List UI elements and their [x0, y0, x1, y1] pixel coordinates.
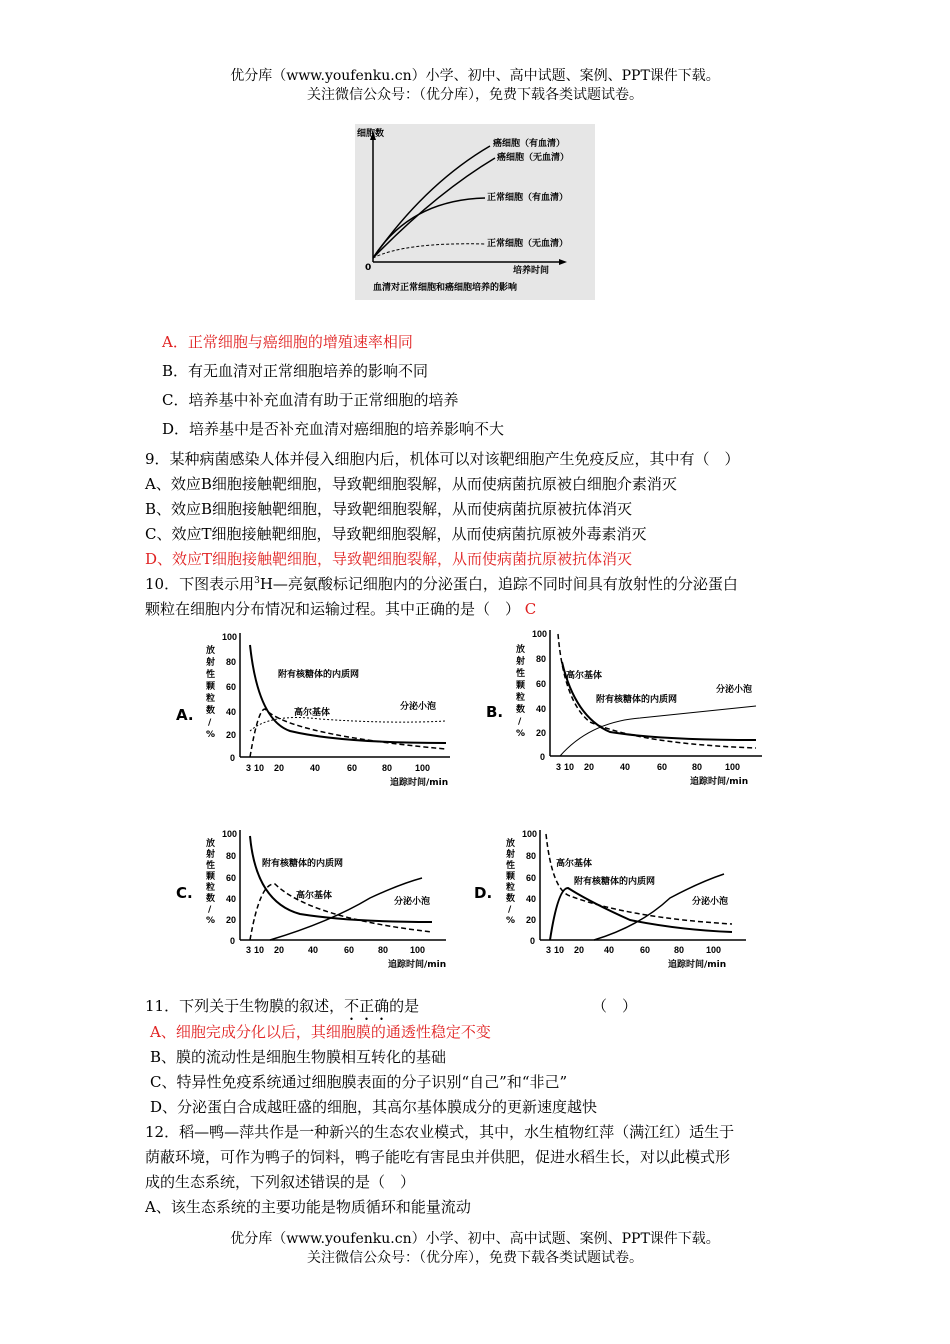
ytick: 20 [536, 728, 547, 738]
ylabel-char: 数 [506, 894, 516, 904]
q10-stem-prefix: 10．下图表示用 [145, 575, 255, 593]
q12-line-1: 12．稻—鸭—萍共作是一种新兴的生态农业模式，其中，水生植物红萍（满江红）适生于 [145, 1123, 735, 1141]
ylabel-char: / [208, 905, 212, 915]
figure-background [355, 124, 595, 300]
panel-a-er-curve [250, 645, 446, 743]
ytick: 80 [226, 851, 237, 861]
panel-c-er-curve [250, 836, 432, 922]
panel-a-y-label [205, 644, 216, 740]
ytick: 20 [226, 730, 237, 740]
q10-stem-line-1 [145, 573, 738, 594]
ytick: 40 [226, 707, 237, 717]
panel-c-golgi-label: 高尔基体 [296, 891, 333, 901]
ylabel-char: 颗 [516, 681, 526, 691]
q8-option-d: D．培养基中是否补充血清对癌细胞的培养影响不大 [162, 420, 505, 438]
panel-c-x-ticks [246, 945, 425, 955]
chart-panel-d [470, 822, 760, 972]
panel-c-er-label: 附有核糖体的内质网 [262, 859, 344, 869]
ytick: 100 [532, 629, 548, 639]
panel-d-y-label [505, 837, 516, 926]
panel-b-letter: B. [486, 703, 504, 721]
ylabel-char: 粒 [516, 693, 526, 703]
ylabel-char: 颗 [506, 872, 516, 882]
ytick: 0 [540, 752, 546, 762]
q11-stem-prefix: 11．下列关于生物膜的叙述， [145, 997, 345, 1015]
q8-option-b: B．有无血清对正常细胞培养的影响不同 [162, 362, 429, 380]
panel-b-golgi-label: 高尔基体 [566, 671, 603, 681]
ytick: 80 [536, 654, 547, 664]
y-axis-label: 细胞数 [357, 129, 385, 139]
q12-line-2: 荫蔽环境，可作为鸭子的饲料，鸭子能吃有害昆虫并供肥，促进水稻生长，对以此模式形 [145, 1148, 731, 1166]
xtick: 80 [692, 762, 703, 772]
ylabel-char: 性 [206, 670, 216, 680]
curve-label-cancer-serum: 癌细胞（有血清） [493, 139, 566, 149]
xtick: 3 [246, 763, 252, 773]
ylabel-char: / [508, 905, 512, 915]
xtick: 60 [344, 945, 355, 955]
panel-b-vesicle-curve [560, 706, 756, 756]
ylabel-char: 数 [516, 705, 526, 715]
panel-b-er-label: 附有核糖体的内质网 [596, 695, 678, 705]
ylabel-char: 射 [206, 658, 216, 668]
panel-b-y-label [515, 643, 526, 739]
xtick: 60 [640, 945, 651, 955]
xtick: 80 [378, 945, 389, 955]
q11-option-d: D、分泌蛋白合成越旺盛的细胞，其高尔基体膜成分的更新速度越快 [150, 1098, 598, 1116]
curve-label-normal-serum: 正常细胞（有血清） [487, 193, 569, 203]
ylabel-char: 射 [506, 850, 516, 860]
panel-a-golgi-curve [250, 709, 446, 757]
ytick: 80 [526, 851, 537, 861]
panel-c-vesicle-label: 分泌小泡 [394, 897, 431, 907]
ytick: 60 [536, 679, 547, 689]
q9-option-b: B、效应B细胞接触靶细胞，导致靶细胞裂解，从而使病菌抗原被抗体消灭 [145, 500, 633, 518]
q11-paren: （ ） [592, 997, 638, 1015]
q9-option-a: A、效应B细胞接触靶细胞，导致靶细胞裂解，从而使病菌抗原被白细胞介素消灭 [145, 475, 677, 493]
q9-stem: 9．某种病菌感染人体并侵入细胞内后，机体可以对该靶细胞产生免疫反应，其中有（ ） [145, 450, 740, 468]
xtick: 20 [274, 763, 285, 773]
panel-a-letter: A. [176, 706, 194, 724]
xtick: 80 [382, 763, 393, 773]
panel-c-y-label [205, 837, 216, 926]
page-header-line-2: 关注微信公众号：（优分库），免费下载各类试题试卷。 [307, 87, 643, 103]
ytick: 0 [230, 753, 236, 763]
ylabel-char: 性 [516, 669, 526, 679]
ylabel-char: 数 [206, 706, 216, 716]
chart-panel-b [480, 622, 770, 790]
q10-answer: C [524, 600, 537, 618]
serum-effect-figure [355, 124, 595, 300]
ylabel-char: % [206, 730, 216, 740]
ylabel-char: 颗 [206, 682, 216, 692]
xtick: 3 [556, 762, 562, 772]
ytick: 80 [226, 657, 237, 667]
xtick: 3 [546, 945, 552, 955]
chart-panel-a [170, 625, 460, 790]
xtick: 20 [274, 945, 285, 955]
q9-option-d: D、效应T细胞接触靶细胞，导致靶细胞裂解，从而使病菌抗原被抗体消灭 [145, 550, 633, 568]
page-header-line-1: 优分库（www.youfenku.cn）小学、初中、高中试题、案例、PPT课件下载。 [230, 68, 720, 84]
ytick: 60 [226, 873, 237, 883]
panel-b-x-ticks [556, 762, 740, 772]
ylabel-char: 颗 [206, 872, 216, 882]
q11-stem-suffix: 的是 [389, 997, 420, 1015]
ylabel-char: 放 [516, 645, 526, 655]
ytick: 20 [226, 915, 237, 925]
xtick: 10 [554, 945, 565, 955]
q10-stem-suffix: H—亮氨酸标记细胞内的分泌蛋白，追踪不同时间具有放射性的分泌蛋白 [259, 575, 738, 593]
ylabel-char: 放 [206, 646, 216, 656]
x-axis-label: 培养时间 [513, 266, 550, 276]
xtick: 10 [254, 763, 265, 773]
ytick: 40 [536, 704, 547, 714]
q10-stem-line-2 [145, 598, 536, 619]
xtick: 100 [706, 945, 722, 955]
q10-superscript: 3 [254, 576, 260, 586]
q9-option-c: C、效应T细胞接触靶细胞，导致靶细胞裂解，从而使病菌抗原被外毒素消灭 [145, 525, 647, 543]
q11-option-c: C、特异性免疫系统通过细胞膜表面的分子识别“自己”和“非己” [150, 1073, 568, 1091]
origin-label: 0 [365, 263, 372, 273]
page-footer-line-2: 关注微信公众号：（优分库），免费下载各类试题试卷。 [307, 1250, 643, 1266]
panel-a-x-label: 追踪时间/min [390, 778, 449, 788]
xtick: 20 [574, 945, 585, 955]
panel-d-golgi-label: 高尔基体 [556, 859, 593, 869]
panel-a-er-label: 附有核糖体的内质网 [278, 670, 360, 680]
xtick: 40 [604, 945, 615, 955]
curve-label-cancer-no-serum: 癌细胞（无血清） [497, 153, 570, 163]
page-footer-line-1: 优分库（www.youfenku.cn）小学、初中、高中试题、案例、PPT课件下载。 [230, 1231, 720, 1247]
q11-option-a: A、细胞完成分化以后，其细胞膜的通透性稳定不变 [150, 1023, 491, 1041]
panel-d-vesicle-label: 分泌小泡 [692, 897, 729, 907]
q10-stem-text: 颗粒在细胞内分布情况和运输过程。其中正确的是（ ） [145, 600, 521, 618]
panel-d-letter: D. [474, 884, 493, 902]
q12-line-3: 成的生态系统，下列叙述错误的是（ ） [145, 1173, 416, 1191]
xtick: 60 [347, 763, 358, 773]
xtick: 60 [657, 762, 668, 772]
panel-c-y-ticks [222, 829, 237, 946]
xtick: 10 [564, 762, 575, 772]
ytick: 100 [222, 829, 238, 839]
ylabel-char: 粒 [206, 883, 216, 893]
ylabel-char: 放 [206, 839, 216, 849]
ytick: 0 [230, 936, 236, 946]
ylabel-char: 射 [206, 850, 216, 860]
xtick: 10 [254, 945, 265, 955]
ytick: 100 [222, 632, 238, 642]
ylabel-char: % [206, 916, 216, 926]
curve-label-normal-no-serum: 正常细胞（无血清） [487, 239, 569, 249]
xtick: 40 [308, 945, 319, 955]
panel-d-y-ticks [522, 829, 537, 946]
ylabel-char: / [208, 718, 212, 728]
panel-a-vesicle-label: 分泌小泡 [400, 702, 437, 712]
panel-c-golgi-curve [250, 884, 432, 940]
ytick: 60 [526, 873, 537, 883]
xtick: 40 [620, 762, 631, 772]
ytick: 100 [522, 829, 538, 839]
q8-option-a: A．正常细胞与癌细胞的增殖速率相同 [162, 333, 413, 351]
q11-stem [145, 995, 419, 1024]
ytick: 0 [530, 936, 536, 946]
ytick: 60 [226, 682, 237, 692]
panel-d-x-label: 追踪时间/min [668, 960, 727, 970]
q11-option-b: B、膜的流动性是细胞生物膜相互转化的基础 [150, 1048, 447, 1066]
xtick: 100 [725, 762, 741, 772]
xtick: 20 [584, 762, 595, 772]
ylabel-char: 粒 [206, 694, 216, 704]
figure-caption: 血清对正常细胞和癌细胞培养的影响 [373, 283, 518, 293]
xtick: 100 [415, 763, 431, 773]
panel-d-er-curve [550, 888, 732, 940]
panel-d-er-label: 附有核糖体的内质网 [574, 877, 656, 887]
ylabel-char: / [518, 717, 522, 727]
q8-option-c: C．培养基中补充血清有助于正常细胞的培养 [162, 391, 459, 409]
ytick: 40 [226, 894, 237, 904]
panel-a-y-ticks [222, 632, 237, 763]
panel-c-letter: C. [176, 884, 193, 902]
panel-d-x-ticks [546, 945, 721, 955]
ylabel-char: 数 [206, 894, 216, 904]
panel-c-vesicle-curve [270, 878, 422, 940]
ytick: 40 [526, 894, 537, 904]
xtick: 80 [674, 945, 685, 955]
q11-emphasis: 不正确 [344, 997, 390, 1015]
ylabel-char: 粒 [506, 883, 516, 893]
xtick: 3 [246, 945, 252, 955]
panel-b-y-ticks [532, 629, 547, 762]
ylabel-char: % [516, 729, 526, 739]
panel-b-x-label: 追踪时间/min [690, 777, 749, 787]
panel-a-x-ticks [246, 763, 430, 773]
panel-c-x-label: 追踪时间/min [388, 960, 447, 970]
ytick: 20 [526, 915, 537, 925]
ylabel-char: 放 [506, 839, 516, 849]
xtick: 40 [310, 763, 321, 773]
chart-panel-c [170, 822, 460, 972]
ylabel-char: 性 [206, 861, 216, 871]
ylabel-char: % [506, 916, 516, 926]
panel-b-vesicle-label: 分泌小泡 [716, 685, 753, 695]
panel-a-golgi-label: 高尔基体 [294, 708, 331, 718]
ylabel-char: 射 [516, 657, 526, 667]
ylabel-char: 性 [506, 861, 516, 871]
q12-option-a: A、该生态系统的主要功能是物质循环和能量流动 [145, 1198, 471, 1216]
xtick: 100 [410, 945, 426, 955]
